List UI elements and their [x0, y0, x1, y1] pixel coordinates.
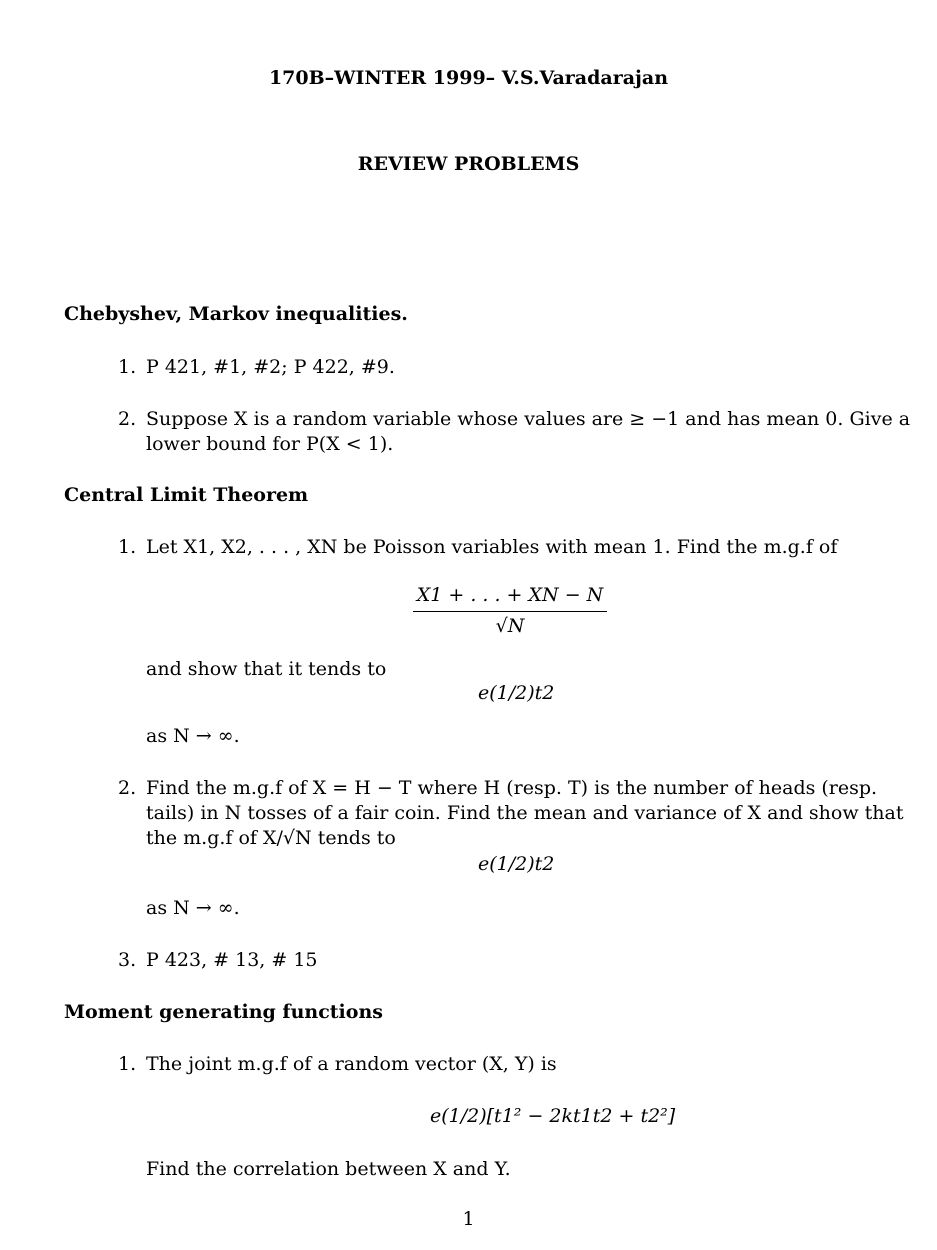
clt-item-1: Let X1, X2, . . . , XN be Poisson variables with mean 1. Find the m.g.f of: [146, 536, 838, 558]
fraction-numerator: X1 + . . . + XN − N: [413, 583, 608, 612]
clt-item-3: P 423, # 13, # 15: [146, 949, 318, 971]
course-header: 170B–WINTER 1999– V.S.Varadarajan: [268, 67, 669, 89]
clt-fraction: [400, 583, 620, 639]
chebyshev-item-2-line-1: Suppose X is a random variable whose values are ≥ −1 and has mean 0. Give a: [146, 408, 911, 430]
page-number: 1: [462, 1208, 475, 1230]
clt-item-2-as-n: as N → ∞.: [146, 897, 240, 919]
page-title: REVIEW PROBLEMS: [357, 153, 580, 175]
clt-item-2-line-1: Find the m.g.f of X = H − T where H (resp. T) is the number of heads (resp.: [146, 777, 878, 799]
clt-limit-formula-1: e(1/2)t2: [478, 682, 555, 704]
fraction-denominator: √N: [495, 615, 525, 637]
clt-item-1-as-n: as N → ∞.: [146, 725, 240, 747]
item-number: 2.: [118, 408, 137, 430]
item-number: 1.: [118, 1053, 137, 1075]
mgf-item-1-find: Find the correlation between X and Y.: [146, 1158, 511, 1180]
clt-limit-formula-2: e(1/2)t2: [478, 853, 555, 875]
mgf-item-1: The joint m.g.f of a random vector (X, Y) is: [146, 1053, 557, 1075]
section-heading-mgf: Moment generating functions: [64, 1001, 383, 1023]
item-number: 3.: [118, 949, 137, 971]
section-heading-chebyshev: Chebyshev, Markov inequalities.: [64, 303, 408, 325]
clt-item-2-line-2: tails) in N tosses of a fair coin. Find the mean and variance of X and show that: [146, 802, 904, 824]
chebyshev-item-1: P 421, #1, #2; P 422, #9.: [146, 356, 395, 378]
clt-item-2-line-3: the m.g.f of X/√N tends to: [146, 827, 396, 849]
mgf-formula: e(1/2)[t1² − 2kt1t2 + t2²]: [430, 1105, 676, 1127]
item-number: 1.: [118, 536, 137, 558]
chebyshev-item-2-line-2: lower bound for P(X < 1).: [146, 433, 394, 455]
item-number: 1.: [118, 356, 137, 378]
item-number: 2.: [118, 777, 137, 799]
clt-item-1-show: and show that it tends to: [146, 658, 387, 680]
section-heading-clt: Central Limit Theorem: [64, 484, 309, 506]
